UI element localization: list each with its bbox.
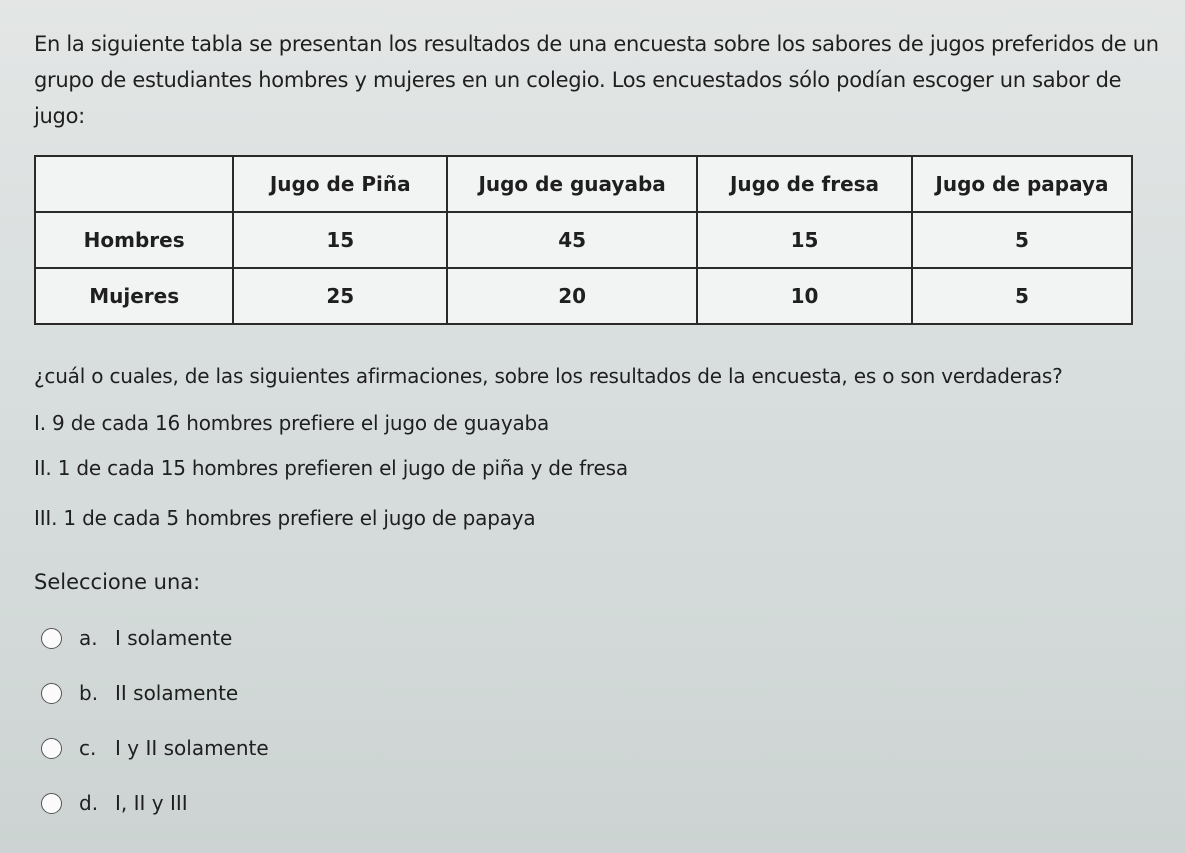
statement-2: II. 1 de cada 15 hombres prefieren el jugo de piña y de fresa — [34, 456, 628, 480]
select-one-label: Seleccione una: — [34, 570, 201, 594]
statement-1: I. 9 de cada 16 hombres prefiere el jugo de guayaba — [34, 411, 550, 435]
radio-button-d[interactable] — [41, 793, 62, 814]
intro-text: En la siguiente tabla se presentan los resultados de una encuesta sobre los sabores de jugos preferidos de un grupo de estudiantes hombres y mujeres en un colegio. Los encuestados sólo podían escoger un sabor de jugo: — [34, 32, 1159, 128]
table-cell: 25 — [233, 268, 447, 324]
row-label: Mujeres — [35, 268, 233, 324]
table-header-cell: Jugo de guayaba — [447, 156, 697, 212]
table-cell: 15 — [697, 212, 912, 268]
option-letter: a. — [79, 626, 98, 650]
statement-3: III. 1 de cada 5 hombres prefiere el jugo de papaya — [34, 506, 536, 530]
table-header-cell: Jugo de papaya — [912, 156, 1132, 212]
option-c[interactable] — [41, 735, 269, 761]
table-header-cell: Jugo de fresa — [697, 156, 912, 212]
option-text: II solamente — [115, 681, 239, 705]
option-text: I solamente — [115, 626, 233, 650]
radio-button-c[interactable] — [41, 738, 62, 759]
radio-button-a[interactable] — [41, 628, 62, 649]
option-letter: b. — [79, 681, 99, 705]
table-cell: 15 — [233, 212, 447, 268]
option-letter: d. — [79, 791, 99, 815]
option-a[interactable] — [41, 625, 232, 651]
row-label: Hombres — [35, 212, 233, 268]
table-header-row — [35, 156, 1132, 212]
radio-button-b[interactable] — [41, 683, 62, 704]
question-text: ¿cuál o cuales, de las siguientes afirmaciones, sobre los resultados de la encuesta, es o son verdaderas? — [34, 364, 1063, 388]
survey-table — [34, 155, 1133, 325]
option-b[interactable] — [41, 680, 238, 706]
option-text: I y II solamente — [115, 736, 269, 760]
table-cell: 5 — [912, 268, 1132, 324]
option-text: I, II y III — [115, 791, 188, 815]
table-header-cell: Jugo de Piña — [233, 156, 447, 212]
table-cell: 45 — [447, 212, 697, 268]
table-cell: 10 — [697, 268, 912, 324]
option-letter: c. — [79, 736, 97, 760]
table-cell: 5 — [912, 212, 1132, 268]
table-row — [35, 212, 1132, 268]
table-row — [35, 268, 1132, 324]
table-header-cell — [35, 156, 233, 212]
table-cell: 20 — [447, 268, 697, 324]
option-d[interactable] — [41, 790, 188, 816]
